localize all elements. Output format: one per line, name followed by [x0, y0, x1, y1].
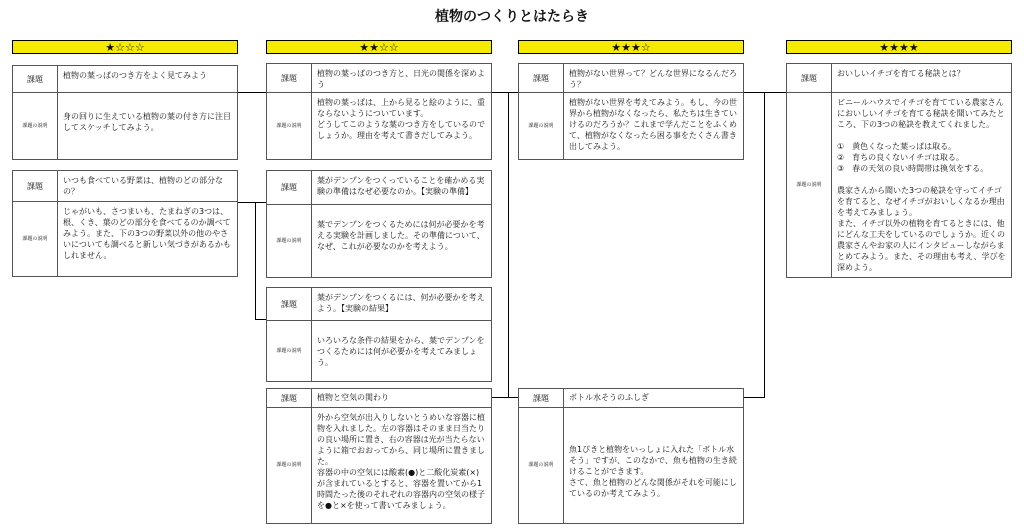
- connector-line: [492, 397, 518, 398]
- task-description: じゃがいも、さつまいも、たまねぎの3つは、根、くき、葉のどの部分を食べてるのか調べてみよう。また、下の3つの野菜以外の他のやさいについても調べると新しい気づきがあるかもしれません。: [63, 207, 231, 260]
- desc-label: 課題の説明: [267, 93, 312, 159]
- task-card: [518, 388, 744, 524]
- task-label: 課題: [267, 288, 312, 320]
- task-title: 植物の葉っぱのつき方と、日光の関係を深めよう: [317, 69, 485, 89]
- desc-label: 課題の説明: [13, 93, 58, 159]
- desc-label: 課題の説明: [13, 202, 58, 276]
- task-card: [12, 65, 238, 160]
- connector-line: [744, 397, 765, 398]
- connector-line: [255, 202, 256, 319]
- connector-line: [255, 319, 266, 320]
- level-3-header: ★★★☆: [518, 40, 744, 54]
- task-description: 魚1ぴきと植物をいっしょに入れた「ボトル水そう」ですが、このなかで、魚も植物の生き続けることができます。 さて、魚と植物のどんな関係がそれを可能にしているのか考えてみよう。: [569, 445, 737, 498]
- task-description: ビニールハウスでイチゴを育てている農家さんにおいしいイチゴを育てる秘訣を聞いてみたところ、下の3つの秘訣を教えてくれました。 ① 黄色くなった葉っぱは取る。 ② 育ちの良くないイチゴは取る。 ③ 春の天気の良い時間帯は換気をする。 農家さんから聞いた3つの秘訣を守ってイチゴを育てると、なぜイチゴがおいしくなるか理由を考えてみましょう。 また、イチゴ以外の植物を育てるときには、他にどんな工夫をしているのでしょうか。近くの農家さんやお家の人にインタビューしながらまとめてみよう。また、その理由も考え、学びを深めよう。: [837, 98, 1006, 272]
- task-title: 葉がデンプンをつくっていることを確かめる実験の準備はなぜ必要なのか。【実験の準備】: [317, 176, 485, 196]
- level-4-header: ★★★★: [786, 40, 1012, 54]
- task-label: 課題: [787, 64, 832, 92]
- task-title: おいしいイチゴを育てる秘訣とは？: [837, 69, 965, 78]
- task-description: 身の回りに生えている植物の葉の付き方に注目してスケッチしてみよう。: [63, 112, 231, 132]
- task-title: 植物の葉っぱのつき方をよく見てみよう: [63, 71, 207, 80]
- task-label: 課題: [267, 64, 312, 92]
- desc-label: 課題の説明: [267, 321, 312, 381]
- task-card: [266, 388, 492, 524]
- task-title: 植物と空気の関わり: [317, 393, 389, 402]
- task-card: [266, 170, 492, 278]
- desc-label: 課題の説明: [267, 205, 312, 277]
- task-card: [266, 287, 492, 382]
- task-description: 外から空気が出入りしないとうめいな容器に植物を入れました。左の容器はそのまま日当たりの良い場所に置き、右の容器は光が当たらないように箱でおおってから、同じ場所に置きました。 容器の中の空気には酸素(●)と二酸化炭素(×)が含まれているとすると、容器を置いてから1時間たった後のそれぞれの容器内の空気の様子を●と×を使って書いてみましょう。: [317, 413, 485, 510]
- task-label: 課題: [267, 171, 312, 204]
- task-label: 課題: [13, 171, 58, 201]
- connector-line: [238, 92, 266, 93]
- task-card: [518, 63, 744, 160]
- connector-line: [492, 92, 518, 93]
- task-description: 植物の葉っぱは、上から見ると絵のように、重ならないようについています。 どうしてこのような葉のつき方をしているのでしょうか。理由を考えて書きだしてみよう。: [317, 98, 485, 140]
- task-label: 課題: [519, 64, 564, 92]
- task-label: 課題: [13, 66, 58, 92]
- task-label: 課題: [267, 389, 312, 407]
- level-1-header: ★☆☆☆: [12, 40, 238, 54]
- level-2-header: ★★☆☆: [266, 40, 492, 54]
- connector-line: [238, 202, 255, 203]
- task-card: [266, 63, 492, 160]
- desc-label: 課題の説明: [519, 408, 564, 523]
- desc-label: 課題の説明: [519, 93, 564, 159]
- task-description: 葉でデンプンをつくるためには何が必要かを考える実験を計画しました。その準備について、なぜ、これが必要なのかを考えよう。: [317, 220, 485, 251]
- connector-line: [764, 92, 765, 397]
- task-title: ボトル水そうのふしぎ: [569, 393, 649, 402]
- connector-line: [508, 92, 509, 397]
- task-description: いろいろな条件の結果をから、葉でデンプンをつくるためには何が必要かを考えてみましょう。: [317, 336, 485, 367]
- task-description: 植物がない世界を考えてみよう。もし、今の世界から植物がなくなったら、私たちは生きていけるのだろうか？これまで学んだことをふくめて、植物がなくなったら困る事をたくさん書き出してみよう。: [569, 98, 737, 151]
- task-title: 植物がない世界って？どんな世界になるんだろう？: [569, 69, 737, 89]
- desc-label: 課題の説明: [787, 93, 832, 277]
- connector-line: [255, 202, 266, 203]
- task-card: [786, 63, 1012, 278]
- desc-label: 課題の説明: [267, 408, 312, 523]
- task-label: 課題: [519, 389, 564, 407]
- task-card: [12, 170, 238, 277]
- task-title: 葉がデンプンをつくるには、何が必要かを考えよう。【実験の結果】: [317, 293, 485, 313]
- page-title: 植物のつくりとはたらき: [435, 9, 589, 25]
- connector-line: [744, 92, 786, 93]
- task-title: いつも食べている野菜は、植物のどの部分なの？: [63, 176, 223, 196]
